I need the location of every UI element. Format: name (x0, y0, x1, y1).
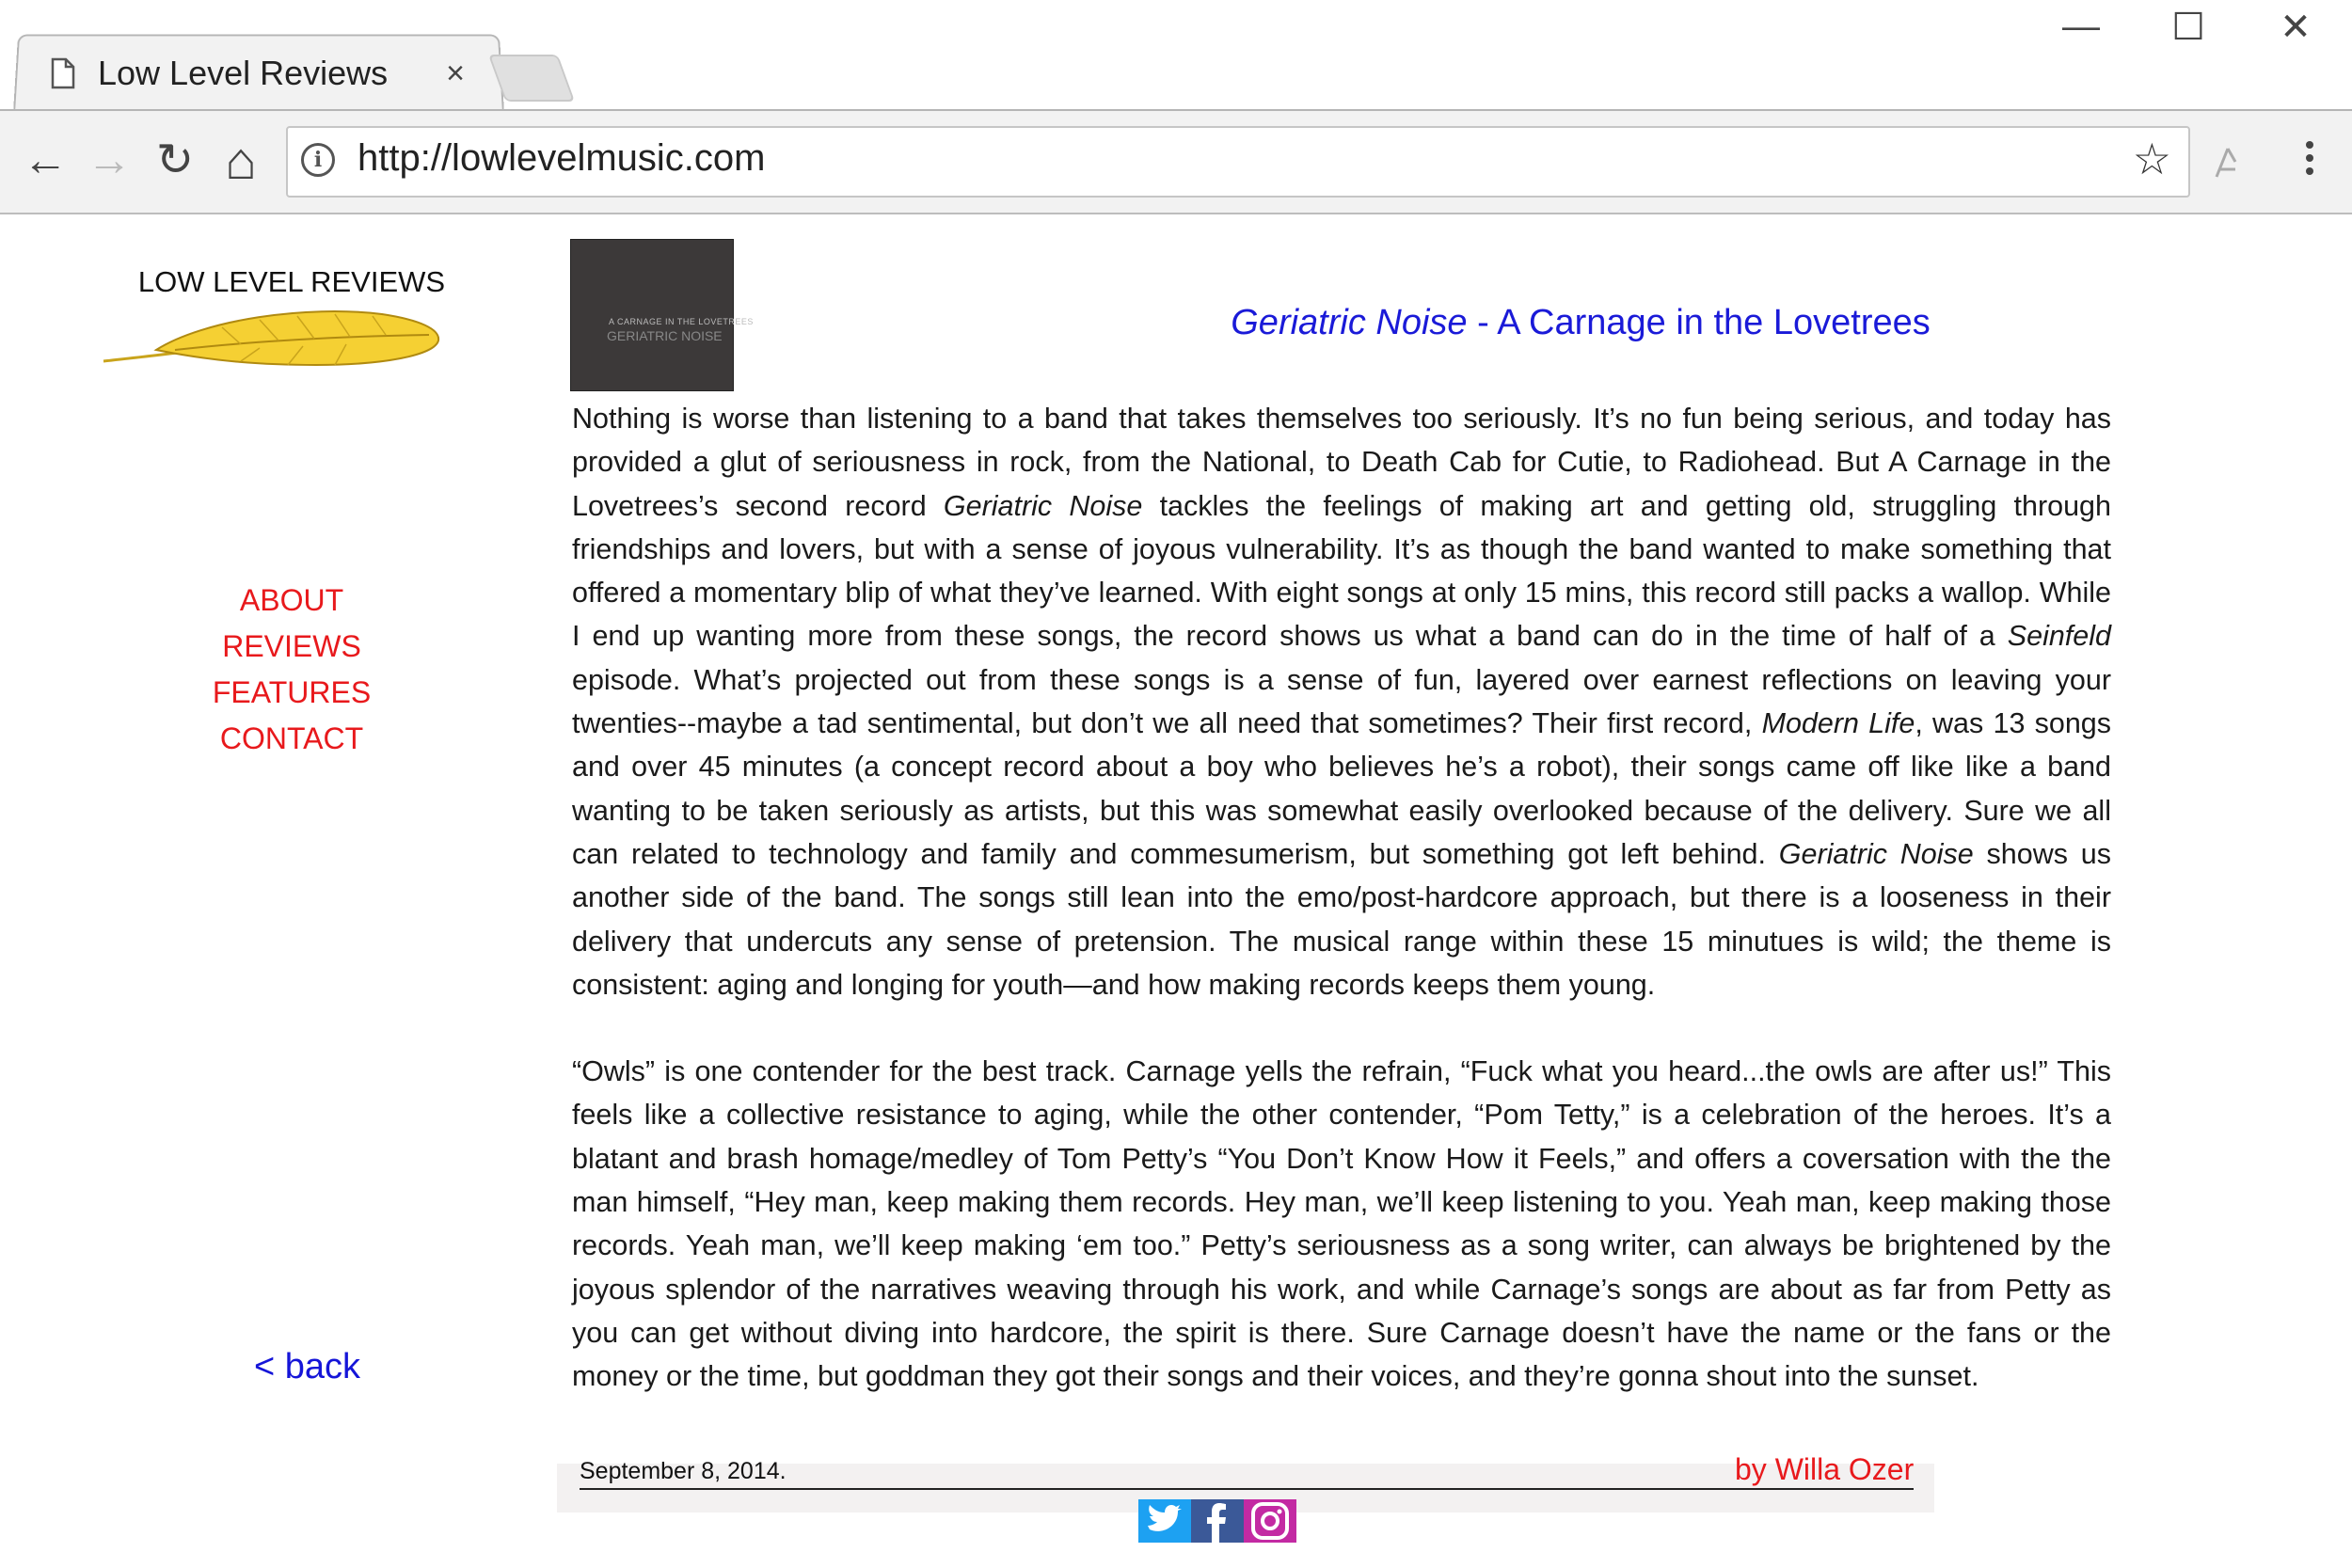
site-title[interactable]: LOW LEVEL REVIEWS (137, 265, 446, 298)
album-title: Geriatric Noise (1231, 303, 1468, 342)
paragraph-1 (572, 397, 2111, 1006)
album-ref: Modern Life (1761, 707, 1915, 740)
nav-contact[interactable]: CONTACT (219, 721, 364, 755)
maximize-icon[interactable]: ☐ (2171, 7, 2205, 48)
minimize-icon[interactable]: — (2062, 6, 2100, 47)
band-name: - A Carnage in the Lovetrees (1467, 303, 1931, 342)
album-cover (570, 239, 754, 391)
address-bar[interactable] (286, 126, 2190, 198)
page-icon (51, 57, 75, 89)
url-text[interactable]: http://lowlevelmusic.com (358, 137, 766, 179)
browser-titlebar (0, 0, 2352, 111)
feather-icon (100, 307, 444, 376)
reload-icon[interactable]: ↻ (155, 135, 195, 185)
site-nav (169, 578, 414, 762)
extension-icon[interactable] (2207, 143, 2245, 190)
home-icon[interactable]: ⌂ (225, 130, 257, 190)
review-title (1091, 303, 2070, 343)
twitter-icon[interactable] (1138, 1499, 1191, 1543)
back-arrow-icon[interactable]: ← (23, 135, 68, 185)
paragraph-2: “Owls” is one contender for the best track. Carnage yells the refrain, “Fuck what you heard...the owls are after us!” This feels like a collective resistance to aging, while the other contender, “Pom Tetty,” is a celebration of the heroes. It’s a blatant and brash homage/medley of Tom Petty’s “You Don’t Know How it Feels,” and offers a coversation with the the man himself, “Hey man, keep making them records. Hey man, we’ll keep listening to you. Yeah man, keep making those records. Yeah man, we’ll keep making ‘em too.” Petty’s seriousness as a song writer, can always be brightened by the joyous splendor of the narratives weaving through his work, and while Carnage’s songs are about as far from Petty as you can get without diving into hardcore, the spirit is there. Sure Carnage doesn’t have the name or the fans or the money or the time, but goddman they got their songs and their voices, and they’re gonna shout into the sunset. (572, 1055, 2111, 1393)
nav-about[interactable]: ABOUT (239, 583, 344, 617)
close-window-icon[interactable]: ✕ (2280, 7, 2312, 48)
album-ref: Geriatric Noise (1778, 837, 1974, 870)
text-run: Nothing is worse than listening to a band that takes themselves too seriously. It’s no fun being serious, and today has provided a glut of seriousness in rock, from the National, to Death Cab for Cutie, to Radiohead. But A Carnage in the Lovetrees’s second record (572, 403, 2111, 522)
text-run: , was 13 songs and over 45 minutes (a concept record about a boy who believes he’s a robot), their songs came off like like a band wanting to be taken seriously as artists, but this was somewhat easily overlooked because of the delivery. Sure we all can related to technology and family and commesumerism, but something got left behind. (572, 707, 2111, 870)
text-run: tackles the feelings of making art and getting old, struggling through friendships and lovers, but with a sense of joyous vulnerability. It’s as though the band wanted to make something that offered a momentary blip of what they’ve learned. With eight songs at only 15 mins, this record still packs a wallop. While I end up wanting more from these songs, the record shows us what a band can do in the time of half of a (572, 489, 2111, 653)
browser-toolbar (0, 109, 2352, 214)
publish-date: September 8, 2014. (580, 1458, 787, 1484)
browser-tab-content[interactable] (51, 47, 465, 100)
back-link[interactable]: < back (254, 1347, 361, 1386)
nav-features[interactable]: FEATURES (212, 675, 372, 709)
bookmark-star-icon[interactable]: ☆ (2132, 135, 2171, 183)
review-body (572, 397, 2111, 1442)
album-ref: Geriatric Noise (943, 489, 1143, 522)
show-ref: Seinfeld (2007, 620, 2111, 653)
nav-reviews[interactable]: REVIEWS (222, 629, 361, 663)
album-cover-title: GERIATRIC NOISE (607, 328, 723, 343)
facebook-icon[interactable] (1191, 1499, 1244, 1543)
tab-close-icon[interactable]: × (446, 55, 465, 91)
instagram-icon[interactable] (1244, 1499, 1296, 1543)
info-icon[interactable]: i (301, 143, 335, 177)
forward-arrow-icon[interactable]: → (87, 135, 132, 185)
author-link[interactable]: by Willa Ozer (1735, 1452, 1915, 1486)
text-run: shows us another side of the band. The songs still lean into the emo/post-hardcore approach, but there is a looseness in their delivery that undercuts any sense of pretension. The musical range within these 15 minutues is wild; the theme is consistent: aging and longing for youth—and how making records keeps them young. (572, 837, 2111, 1001)
browser-menu-icon[interactable] (2296, 135, 2324, 192)
tab-title: Low Level Reviews (98, 54, 389, 92)
album-cover-band: A CARNAGE IN THE LOVETREES (609, 317, 754, 326)
text-run: episode. What’s projected out from these songs is a sense of fun, layered over earnest reflections on leaving your twenties--maybe a tad sentimental, but don’t we all need that sometimes? Their first record, (572, 663, 2111, 740)
footer-divider (580, 1488, 1914, 1490)
